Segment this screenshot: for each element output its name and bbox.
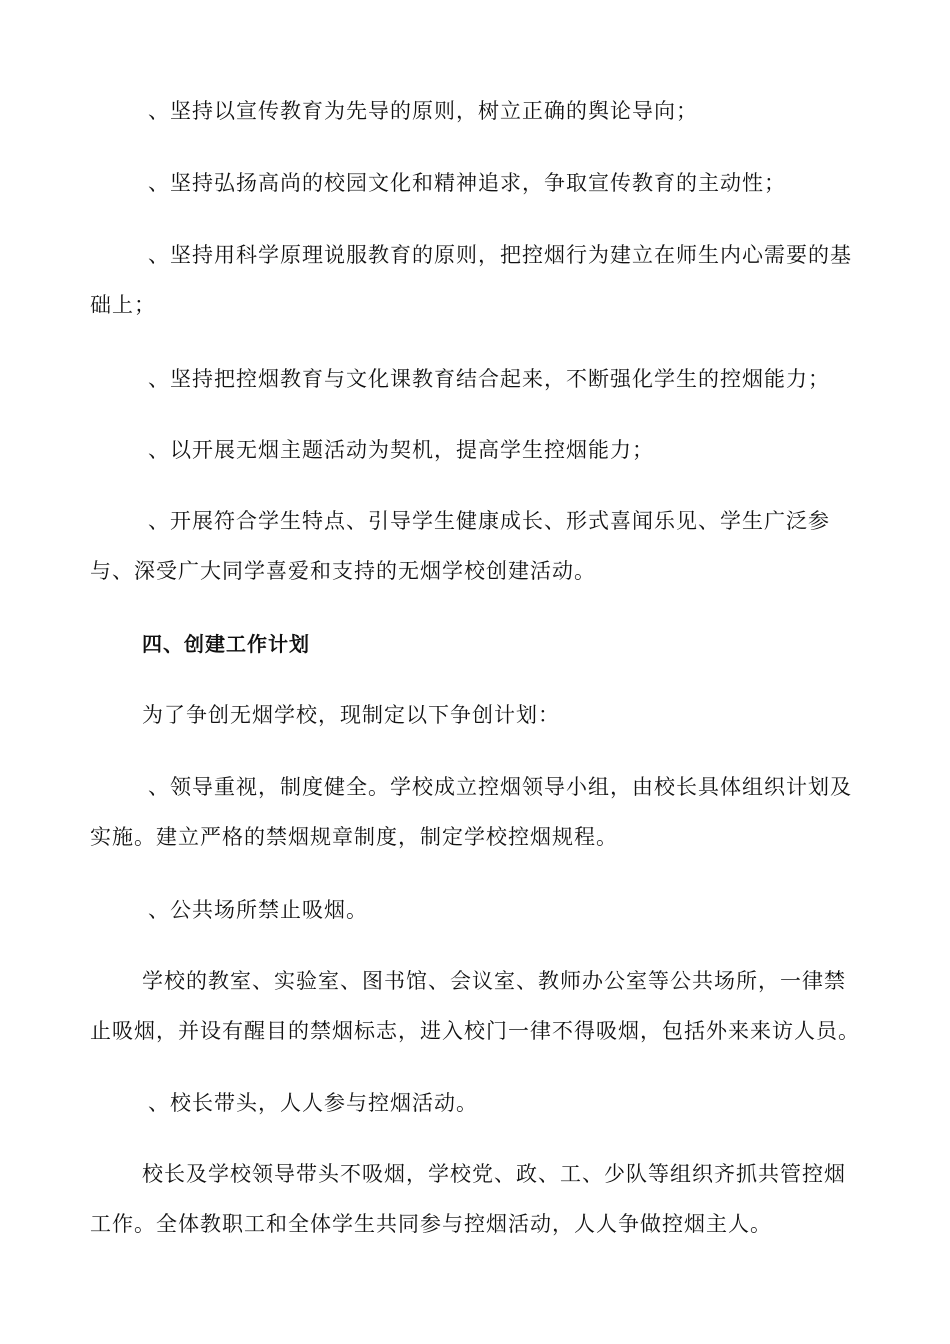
section-heading-plan: 四、创建工作计划 <box>142 632 310 656</box>
paragraph-plan-intro: 为了争创无烟学校，现制定以下争创计划： <box>142 703 560 727</box>
paragraph-plan-3-detail: 校长及学校领导带头不吸烟，学校党、政、工、少队等组织齐抓共管控烟工作。全体教职工和全体学生共同参与控烟活动，人人争做控烟主人。 <box>90 1162 846 1236</box>
paragraph-principle-1: 、坚持以宣传教育为先导的原则，树立正确的舆论导向； <box>148 99 698 123</box>
paragraph-principle-2: 、坚持弘扬高尚的校园文化和精神追求，争取宣传教育的主动性； <box>148 171 786 195</box>
paragraph-plan-1: 、领导重视，制度健全。学校成立控烟领导小组，由校长具体组织计划及实施。建立严格的禁烟规章制度，制定学校控烟规程。 <box>90 775 852 849</box>
paragraph-plan-2: 、公共场所禁止吸烟。 <box>148 898 368 922</box>
paragraph-principle-4: 、坚持把控烟教育与文化课教育结合起来，不断强化学生的控烟能力； <box>148 367 830 391</box>
paragraph-plan-2-detail: 学校的教室、实验室、图书馆、会议室、教师办公室等公共场所，一律禁止吸烟，并设有醒目的禁烟标志，进入校门一律不得吸烟，包括外来来访人员。 <box>90 969 860 1043</box>
paragraph-principle-6: 、开展符合学生特点、引导学生健康成长、形式喜闻乐见、学生广泛参与、深受广大同学喜爱和支持的无烟学校创建活动。 <box>90 509 830 583</box>
paragraph-principle-3: 、坚持用科学原理说服教育的原则，把控烟行为建立在师生内心需要的基础上； <box>90 243 852 317</box>
paragraph-principle-5: 、以开展无烟主题活动为契机，提高学生控烟能力； <box>148 438 654 462</box>
paragraph-plan-3: 、校长带头，人人参与控烟活动。 <box>148 1091 478 1115</box>
